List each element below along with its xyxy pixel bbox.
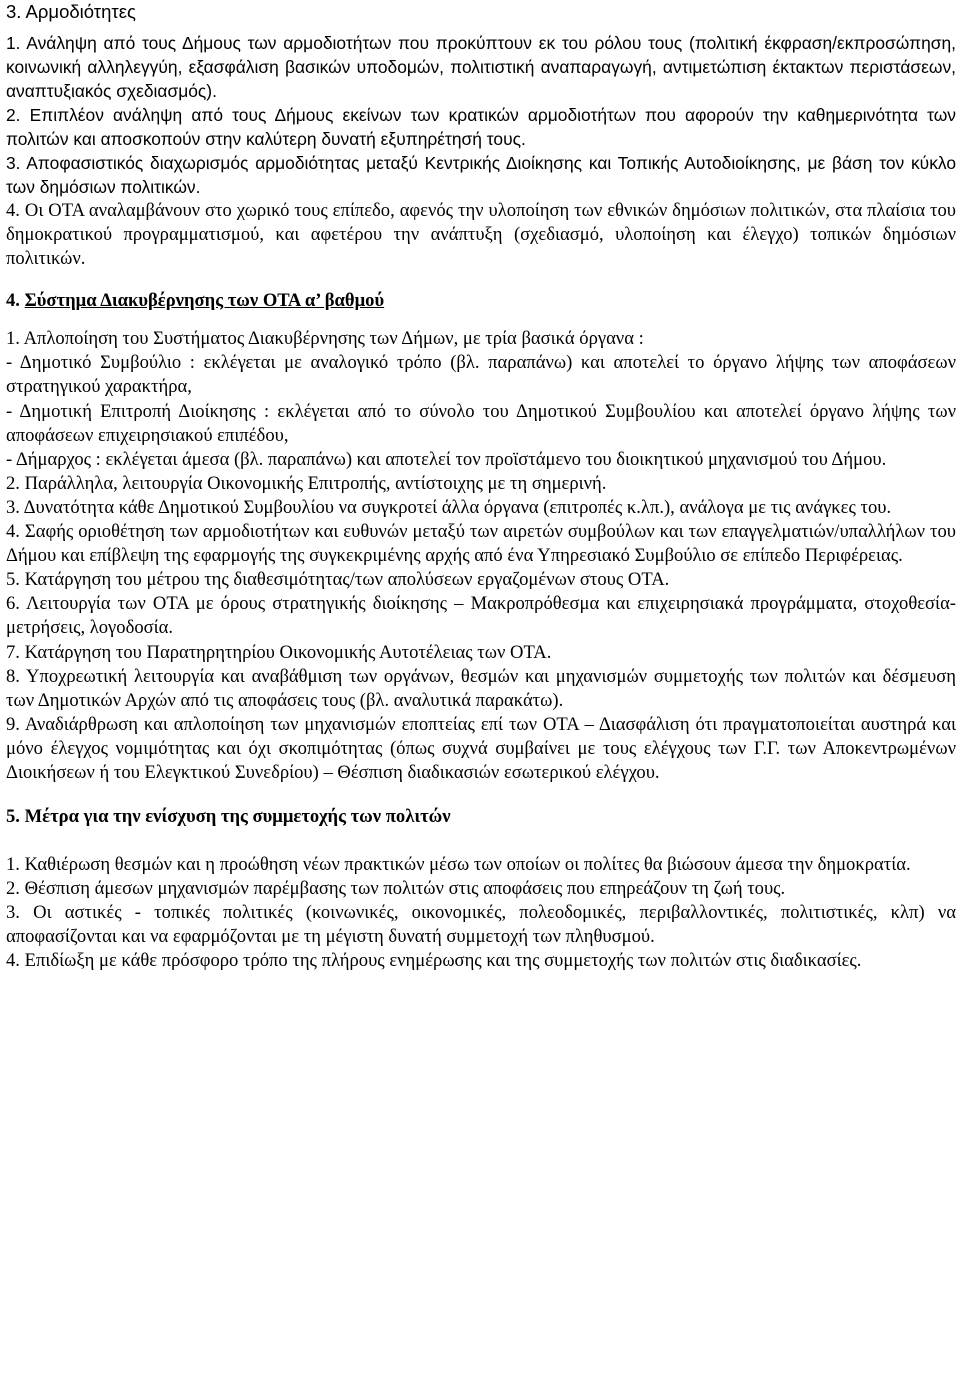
- section-3-item-3: 3. Αποφασιστικός διαχωρισμός αρμοδιότητας μεταξύ Κεντρικής Διοίκησης και Τοπικής Αυτοδιοίκησης, με βάση τον κύκλο των δημόσιων πολιτικών.: [6, 153, 956, 197]
- section-4-item: 5. Κατάργηση του μέτρου της διαθεσιμότητας/των απολύσεων εργαζομένων στους ΟΤΑ.: [6, 569, 670, 591]
- section-3-heading: 3. Αρμοδιότητες: [6, 1, 136, 22]
- section-3-item-1: 1. Ανάληψη από τους Δήμους των αρμοδιοτήτων που προκύπτουν εκ του ρόλου τους (πολιτική έκφραση/εκπροσώπηση, κοινωνική αλληλεγγύη, εξασφάλιση βασικών υποδομών, πολιτιστική αναπαραγωγή, αντιμετώπιση έκτακτων περιστάσεων, αναπτυξιακός σχεδιασμός).: [6, 33, 956, 101]
- section-4-title-text: Σύστημα Διακυβέρνησης των ΟΤΑ α’ βαθμού: [24, 290, 385, 312]
- section-3-item-2: 2. Επιπλέον ανάληψη από τους Δήμους εκείνων των κρατικών αρμοδιοτήτων που αφορούν την καθημερινότητα των πολιτών και αποσκοπούν στην καλύτερη δυνατή εξυπηρέτησή τους.: [6, 105, 956, 149]
- section-4-item: 7. Κατάργηση του Παρατηρητηρίου Οικονομικής Αυτοτέλειας των ΟΤΑ.: [6, 641, 552, 663]
- section-4-item: 2. Παράλληλα, λειτουργία Οικονομικής Επιτροπής, αντίστοιχης με τη σημερινή.: [6, 472, 607, 494]
- section-4-item: 8. Υποχρεωτική λειτουργία και αναβάθμιση των οργάνων, θεσμών και μηχανισμών συμμετοχής των πολιτών και δέσμευση των Δημοτικών Αρχών από τις αποφάσεις τους (βλ. αναλυτικά παρακάτω).: [6, 665, 956, 711]
- section-5-item: 1. Καθιέρωση θεσμών και η προώθηση νέων πρακτικών μέσω των οποίων οι πολίτες θα βιώσουν άμεσα την δημοκρατία.: [6, 854, 911, 876]
- section-4-item: 6. Λειτουργία των ΟΤΑ με όρους στρατηγικής διοίκησης – Μακροπρόθεσμα και επιχειρησιακά προγράμματα, στοχοθεσία-μετρήσεις, λογοδοσία.: [6, 593, 956, 639]
- section-4-title: [6, 289, 956, 313]
- section-5-item: 2. Θέσπιση άμεσων μηχανισμών παρέμβασης των πολιτών στις αποφάσεις που επηρεάζουν τη ζωή τους.: [6, 878, 786, 900]
- section-4-item: 1. Απλοποίηση του Συστήματος Διακυβέρνησης των Δήμων, με τρία βασικά όργανα :: [6, 328, 644, 350]
- section-5-number: 5.: [6, 806, 20, 828]
- section-4-item: - Δημοτικό Συμβούλιο : εκλέγεται με αναλογικό τρόπο (βλ. παραπάνω) και αποτελεί το όργανο λήψης των αποφάσεων στρατηγικού χαρακτήρα,: [6, 352, 956, 398]
- section-4-item: 9. Αναδιάρθρωση και απλοποίηση των μηχανισμών εποπτείας επί των ΟΤΑ – Διασφάλιση ότι πραγματοποιείται αυστηρά και μόνο έλεγχος νομιμότητας και όχι σκοπιμότητας (όπως συχνά συμβαίνει με τους ελέγχους των Γ.Γ. των Αποκεντρωμένων Διοικήσεων ή του Ελεγκτικού Συνεδρίου) – Θέσπιση διαδικασιών εσωτερικού ελέγχου.: [6, 713, 956, 783]
- section-5-item: 4. Επιδίωξη με κάθε πρόσφορο τρόπο της πλήρους ενημέρωσης και της συμμετοχής των πολιτών στις διαδικασίες.: [6, 950, 862, 972]
- section-5-title-text: Μέτρα για την ενίσχυση της συμμετοχής των πολιτών: [24, 806, 451, 828]
- section-4-item: - Δήμαρχος : εκλέγεται άμεσα (βλ. παραπάνω) και αποτελεί τον προϊστάμενο του διοικητικού μηχανισμού του Δήμου.: [6, 448, 887, 470]
- section-5-item: 3. Οι αστικές - τοπικές πολιτικές (κοινωνικές, οικονομικές, πολεοδομικές, περιβαλλοντικές, πολιτιστικές, κλπ) να αποφασίζονται και να εφαρμόζονται με τη μέγιστη δυνατή συμμετοχή των πληθυσμού.: [6, 902, 956, 948]
- document-page: [6, 0, 956, 974]
- section-4-number: 4.: [6, 290, 20, 312]
- section-4-item: 3. Δυνατότητα κάθε Δημοτικού Συμβουλίου να συγκροτεί άλλα όργανα (επιτροπές κ.λπ.), ανάλογα με τις ανάγκες του.: [6, 496, 892, 518]
- section-4-body: [6, 327, 956, 785]
- section-5-title: [6, 805, 956, 829]
- section-4-item: - Δημοτική Επιτροπή Διοίκησης : εκλέγεται από το σύνολο του Δημοτικού Συμβουλίου και αποτελεί όργανο λήψης των αποφάσεων επιχειρησιακού επιπέδου,: [6, 400, 956, 446]
- section-3-item-4: 4. Οι ΟΤΑ αναλαμβάνουν στο χωρικό τους επίπεδο, αφενός την υλοποίηση των εθνικών δημόσιων πολιτικών, στα πλαίσια του δημοκρατικού προγραμματισμού, και αφετέρου την ανάπτυξη (σχεδιασμό, υλοποίηση και έλεγχο) τοπικών δημόσιων πολιτικών.: [6, 200, 956, 270]
- section-3-body-cont: [6, 199, 956, 271]
- section-3-body: [6, 31, 956, 199]
- section-5-body: [6, 853, 956, 973]
- section-4-item: 4. Σαφής οριοθέτηση των αρμοδιοτήτων και ευθυνών μεταξύ των αιρετών συμβούλων και των επαγγελματιών/υπαλλήλων του Δήμου και επίβλεψη της εφαρμογής της συγκεκριμένης αρχής από ένα Υπηρεσιακό Συμβούλιο σε επίπεδο Περιφέρειας.: [6, 521, 956, 567]
